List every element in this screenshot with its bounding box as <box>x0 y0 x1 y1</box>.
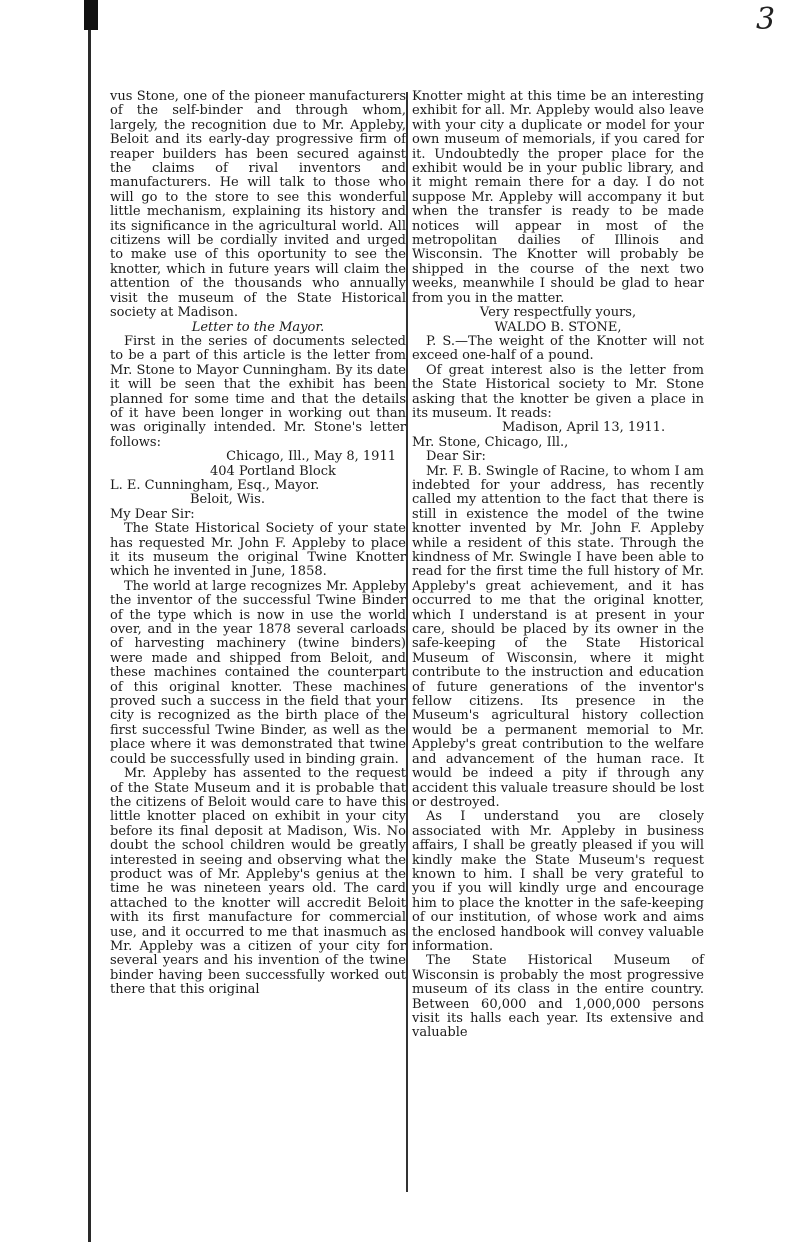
page-edge-mark <box>84 0 98 30</box>
letter-paragraph: The State Historical Society of your state has requested Mr. John F. Appleby to place it its museum the original Twine Knotter which he invented in June, 1858. <box>110 521 406 580</box>
column-divider <box>406 92 408 1192</box>
letter-paragraph: As I understand you are closely associated with Mr. Appleby in business affairs, I shall be greatly pleased if you will kindly make the State Museum's request known to him. I shall be very grateful to you if you will kindly urge and encourage him to place the knotter in the safe-keeping of our institution, of whose work and aims the enclosed handbook will convey valuable information. <box>412 809 704 954</box>
page-number: 3 <box>756 2 776 37</box>
letter-paragraph: Mr. Appleby has assented to the request of the State Museum and it is probable that the citizens of Beloit would care to have this little knotter placed on exhibit in your city before its final deposit at Madison, Wis. No doubt the school children would be greatly interested in seeing and observing what the product was of Mr. Appleby's genius at the time he was nineteen years old. The card attached to the knotter will accredit Beloit with its first manufacture for commercial use, and it occurred to me that inasmuch as Mr. Appleby was a citizen of your city for several years and his invention of the twine binder having been successfully worked out there that this original <box>110 766 406 998</box>
letter-closing: Very respectfully yours, <box>479 305 637 321</box>
lead-paragraph: vus Stone, one of the pioneer manufacturers of the self-binder and through whom, largely, the recognition due to Mr. Appleby, Beloit and its early-day progressive firm of reaper builders has been secured against the claims of rival inventors and manufacturers. He will talk to those who will go to the store to see this wonderful little mechanism, explaining its history and its significance in the agricultural world. All citizens will be cordially invited and urged to make use of this oportunity to see the knotter, which in future years will claim the attention of the thousands who annually visit the museum of the State Historical society at Madison. <box>110 89 406 321</box>
page-edge-line <box>88 0 91 1242</box>
letter-address: 404 Portland Block <box>210 463 336 479</box>
intro-paragraph: Of great interest also is the letter from the State Historical society to Mr. Stone asking that the knotter be given a place in its museum. It reads: <box>412 362 704 421</box>
letter-signature: WALDO B. STONE, <box>494 319 622 335</box>
letter-recipient: L. E. Cunningham, Esq., Mayor. <box>110 477 320 493</box>
letter-salutation: Dear Sir: <box>426 449 486 465</box>
letter-paragraph: The State Historical Museum of Wisconsin is probably the most progressive museum of its class in the entire country. Between 60,000 and 1,000,000 persons visit its halls each year. Its extensive and valuable <box>412 953 704 1041</box>
section-heading: Letter to the Mayor. <box>191 319 325 335</box>
letter-recipient: Mr. Stone, Chicago, Ill., <box>412 434 569 450</box>
letter-dateline: Madison, April 13, 1911. <box>502 420 666 436</box>
continued-paragraph: Knotter might at this time be an interesting exhibit for all. Mr. Appleby would also leave with your city a duplicate or model for your own museum of memorials, if you cared for it. Undoubtedly the proper place for the exhibit would be in your public library, and it might remain there for a day. I do not suppose Mr. Appleby will accompany it but when the transfer is ready to be made notices will appear in most of the metropolitan dailies of Illinois and Wisconsin. The Knotter will probably be shipped in the course of the next two weeks, meanwhile I should be glad to hear from you in the matter. <box>412 89 704 306</box>
intro-paragraph: First in the series of documents selected to be a part of this article is the letter from Mr. Stone to Mayor Cunningham. By its date it will be seen that the exhibit has been planned for some time and that the details of it have been longer in working out than was originally intended. Mr. Stone's letter follows: <box>110 333 406 450</box>
letter-recipient-city: Beloit, Wis. <box>190 492 265 508</box>
postscript: P. S.—The weight of the Knotter will not exceed one-half of a pound. <box>412 333 704 364</box>
letter-salutation: My Dear Sir: <box>110 506 195 522</box>
letter-dateline: Chicago, Ill., May 8, 1911 <box>226 449 396 465</box>
right-column <box>412 90 704 1041</box>
letter-paragraph: Mr. F. B. Swingle of Racine, to whom I am indebted for your address, has recently called my attention to the fact that there is still in existence the model of the twine knotter invented by Mr. John F. Appleby while a resident of this state. Through the kindness of Mr. Swingle I have been able to read for the first time the full history of Mr. Appleby's great achievement, and it has occurred to me that the original knotter, which I understand is at present in your care, should be placed by its owner in the safe-keeping of the State Historical Museum of Wisconsin, where it might contribute to the instruction and education of future generations of the inventor's fellow citizens. Its presence in the Museum's agricultural history collection would be a permanent memorial to Mr. Appleby's great contribution to the welfare and advancement of the human race. It would be indeed a pity if through any accident this valuale treasure should be lost or destroyed. <box>412 463 704 810</box>
letter-paragraph: The world at large recognizes Mr. Appleby the inventor of the successful Twine Binder of the type which is now in use the world over, and in the year 1878 several carloads of harvesting machinery (twine binders) were made and shipped from Beloit, and these machines contained the counterpart of this original knotter. These machines proved such a success in the field that your city is recognized as the birth place of the first successful Twine Binder, as well as the place where it was demonstrated that twine could be successfully used in binding grain. <box>110 578 406 767</box>
left-column <box>110 90 406 998</box>
